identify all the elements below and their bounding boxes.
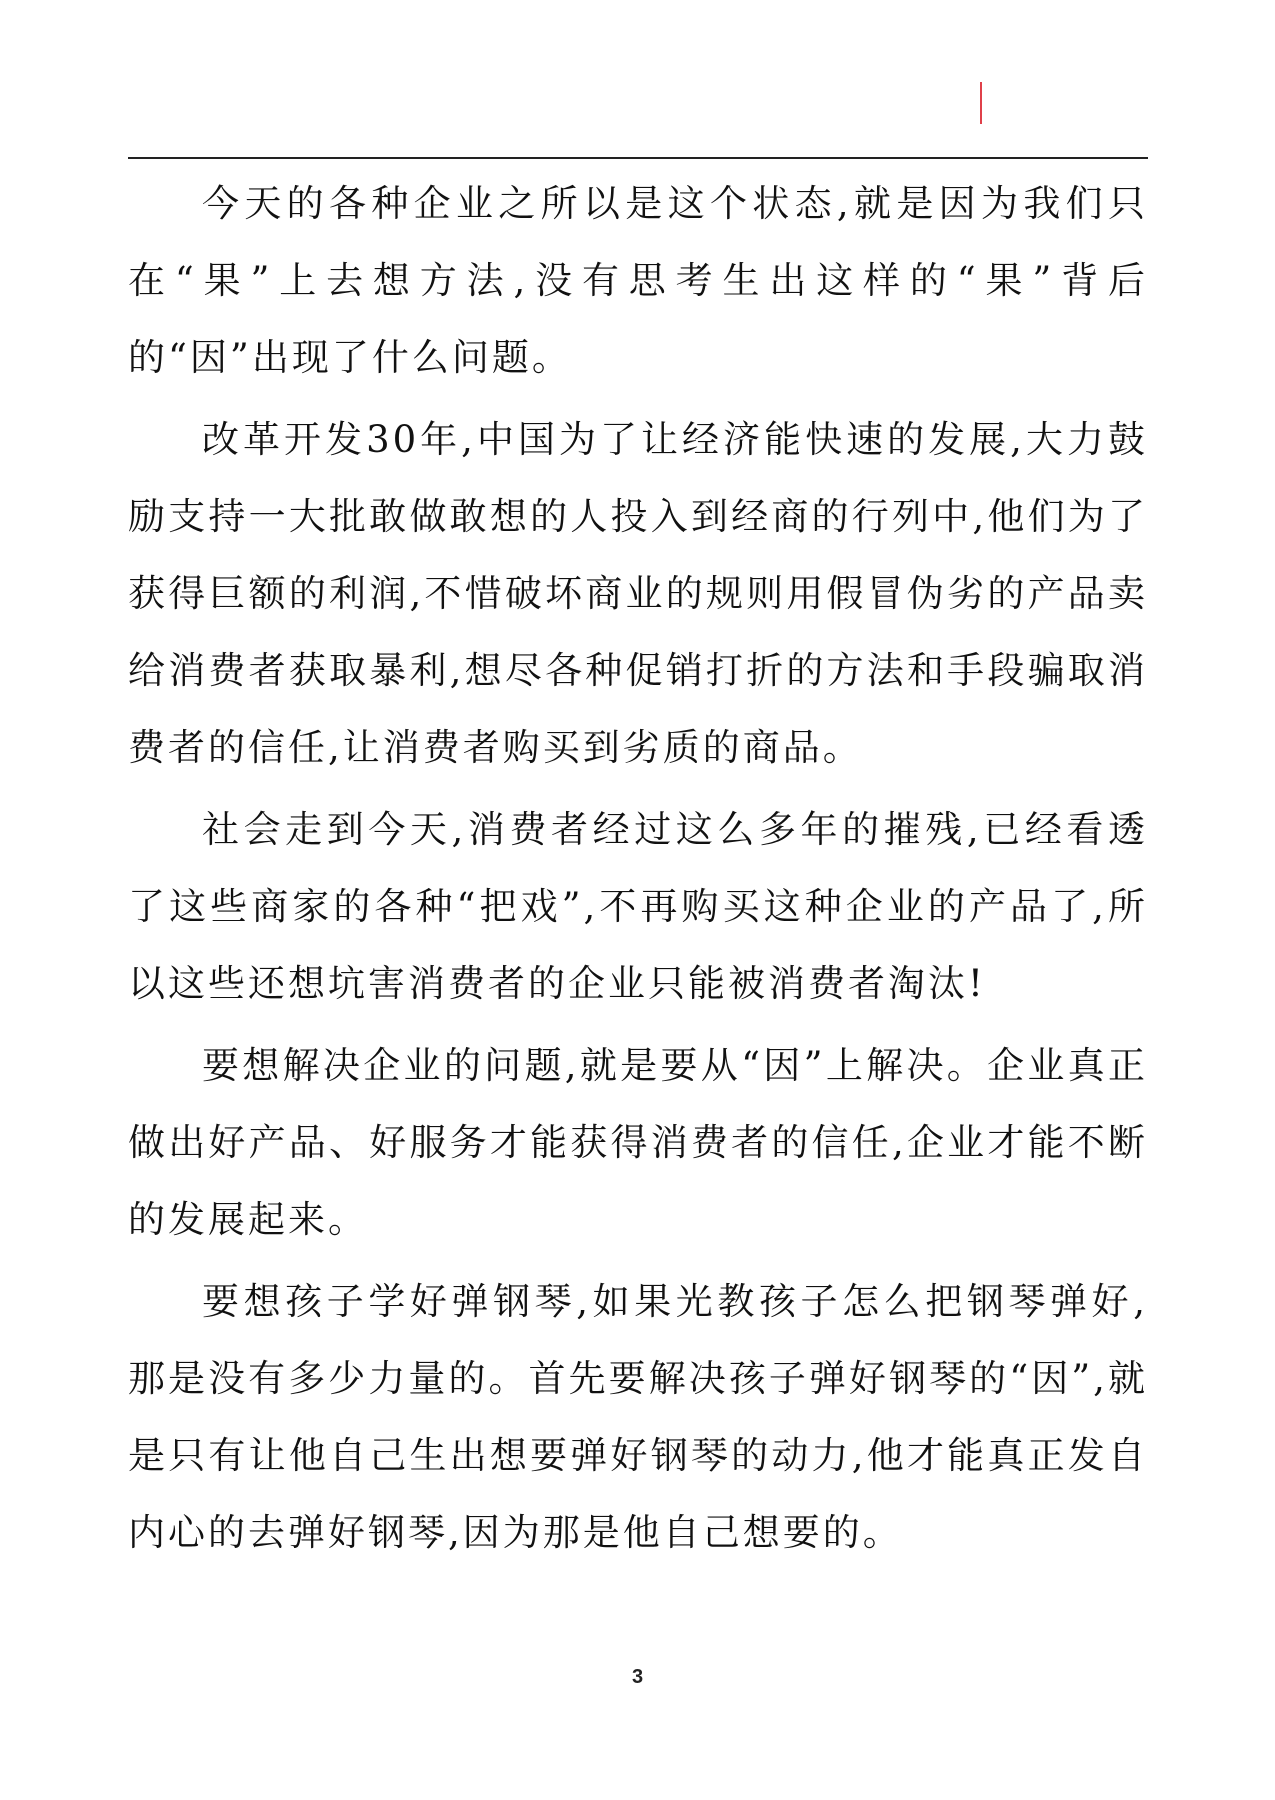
paragraph-4: 要想解决企业的问题,就是要从“因”上解决。企业真正做出好产品、好服务才能获得消费者的信任,企业才能不断的发展起来。 <box>128 1044 1148 1241</box>
paragraph-1: 今天的各种企业之所以是这个状态,就是因为我们只在“果”上去想方法,没有思考生出这样的“果”背后的“因”出现了什么问题。 <box>128 182 1148 379</box>
paragraph-5: 要想孩子学好弹钢琴,如果光教孩子怎么把钢琴弹好,那是没有多少力量的。首先要解决孩子弹好钢琴的“因”,就是只有让他自己生出想要弹好钢琴的动力,他才能真正发自内心的去弹好钢琴,因为那是他自己想要的。 <box>128 1280 1148 1554</box>
header-rule <box>128 157 1148 159</box>
paragraph-2: 改革开发30年,中国为了让经济能快速的发展,大力鼓励支持一大批敢做敢想的人投入到经商的行列中,他们为了获得巨额的利润,不惜破坏商业的规则用假冒伪劣的产品卖给消费者获取暴利,想尽各种促销打折的方法和手段骗取消费者的信任,让消费者购买到劣质的商品。 <box>128 418 1148 769</box>
page-number: 3 <box>631 1666 644 1688</box>
paragraph-3: 社会走到今天,消费者经过这么多年的摧残,已经看透了这些商家的各种“把戏”,不再购买这种企业的产品了,所以这些还想坑害消费者的企业只能被消费者淘汰! <box>128 808 1148 1005</box>
body-text <box>128 165 1148 1576</box>
header-mark <box>980 82 982 124</box>
